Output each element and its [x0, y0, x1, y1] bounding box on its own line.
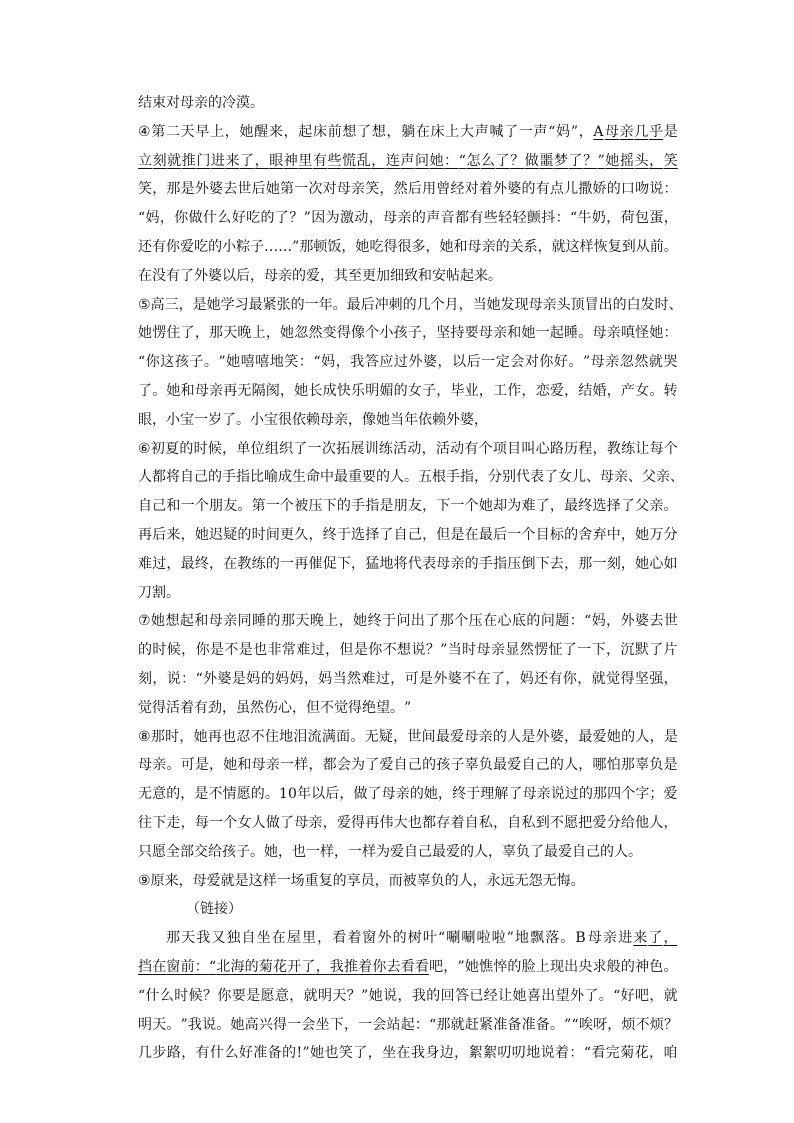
- text-line: 觉 得 活 着 有 劲 ， 虽 然 伤 心 ， 但 不 觉 得 绝 望 。 ”: [138, 699, 412, 716]
- text-line: 往 下 走 ， 每 一 个 女 人 做 了 母 亲 ， 爱 得 再 伟 大 也 都 存 着 自 私 ， 自 私 到 不 愿 把 爱 分 给 他 人 ，: [138, 814, 678, 831]
- text-line: ⑤ 高 三 ， 是 她 学 习 最 紧 张 的 一 年 。 最 后 冲 刺 的 几 个 月 ， 当 她 发 现 母 亲 头 顶 冒 出 的 白 发 时 、: [138, 296, 683, 313]
- text-line: 挡 在 窗 前 ： “ 北 海 的 菊 花 开 了 ， 我 推 着 你 去 看 看 吧 ， ” 她 憔 悴 的 脸 上 现 出 央 求 般 的 神 色 。: [138, 958, 678, 975]
- text-line: ⑨ 原 来 ， 母 爱 就 是 这 样 一 场 重 复 的 享 员 ， 而 被 辜 负 的 人 ， 永 远 无 怨 无 悔 。: [138, 872, 585, 889]
- text-line: 只 愿 全 部 交 给 孩 子 。 她 ， 也 一 样 ， 一 样 为 爱 自 己 最 爱 的 人 ， 辜 负 了 最 爱 自 己 的 人 。: [138, 843, 642, 860]
- text-line: ⑦ 她 想 起 和 母 亲 同 睡 的 那 天 晚 上 ， 她 终 于 问 出 了 那 个 压 在 心 底 的 问 题 ： “ 妈 ， 外 婆 去 世: [138, 613, 678, 630]
- text-line: ⑥ 初 夏 的 时 候 ， 单 位 组 织 了 一 次 拓 展 训 练 活 动 ， 活 动 有 个 项 目 叫 心 路 历 程 ， 教 练 让 每 个: [138, 440, 678, 457]
- text-line: 人 都 将 自 己 的 手 指 比 喻 成 生 命 中 最 重 要 的 人 。 五 根 手 指 ， 分 别 代 表 了 女 儿 、 母 亲 、 父 亲 、: [138, 469, 684, 486]
- text-line: 结 束 对 母 亲 的 冷 漠 。: [138, 95, 264, 111]
- article-body: [138, 89, 684, 1068]
- text-line: 母 亲 。 可 是 ， 她 和 母 亲 一 样 ， 都 会 为 了 爱 自 己 的 孩 子 辜 负 最 爱 自 己 的 人 ， 哪 怕 那 辜 负 是: [138, 757, 678, 774]
- text-line: 刻 ， 说 ： “ 外 婆 是 妈 的 妈 妈 ， 妈 当 然 难 过 ， 可 是 外 婆 不 在 了 ， 妈 还 有 你 ， 就 觉 得 坚 强 ，: [138, 670, 678, 687]
- text-line: 自 己 和 一 个 朋 友 。 第 一 个 被 压 下 的 手 指 是 朋 友 ， 下 一 个 她 却 为 难 了 ， 最 终 选 择 了 父 亲 。: [138, 498, 678, 515]
- text-line: 她 愣 住 了 ， 那 天 晚 上 ， 她 忽 然 变 得 像 个 小 孩 子 ， 坚 持 要 母 亲 和 她 一 起 睡 。 母 亲 嗔 怪 她 ：: [138, 325, 678, 342]
- text-line: “ 什 么 时 候 ？ 你 要 是 愿 意 ， 就 明 天 ？ ” 她 说 ， 我 的 回 答 已 经 让 她 喜 出 望 外 了 。 “ 好 吧 ， 就: [138, 987, 678, 1004]
- text-line: ④ 第 二 天 早 上 ， 她 醒 来 ， 起 床 前 想 了 想 ， 躺 在 床 上 大 声 喊 了 一 声 “ 妈 ” ， A 母 亲 几 乎 是: [138, 123, 678, 140]
- text-line: 在 没 有 了 外 婆 以 后 ， 母 亲 的 爱 ， 其 至 更 加 细 致 和 安 帖 起 来 。: [138, 267, 502, 284]
- text-line: 那 天 我 又 独 自 坐 在 屋 里 ， 看 着 窗 外 的 树 叶 “ 唰 唰 啦 啦 ” 地 飘 落 。 B 母 亲 进 来 了 ，: [166, 930, 678, 947]
- text-line: 难 过 ， 最 终 ， 在 教 练 的 一 再 催 促 下 ， 猛 地 将 代 表 母 亲 的 手 指 压 倒 下 去 ， 那 一 刻 ， 她 心 如: [138, 555, 678, 572]
- text-line: “ 你 这 孩 子 。 ” 她 嘻 嘻 地 笑 ： “ 妈 ， 我 答 应 过 外 婆 ， 以 后 一 定 会 对 你 好 。 ” 母 亲 忽 然 就 哭: [138, 354, 678, 371]
- text-line: 再 后 来 ， 她 迟 疑 的 时 间 更 久 ， 终 于 选 择 了 自 己 ， 但 是 在 最 后 一 个 目 标 的 舍 弃 中 ， 她 万 分: [138, 526, 678, 543]
- text-line: 了 。 她 和 母 亲 再 无 隔 阂 ， 她 长 成 快 乐 明 媚 的 女 子 ， 毕 业 ， 工 作 ， 恋 爱 ， 结 婚 ， 产 女 。 转: [138, 382, 678, 399]
- text-line: 眼 ， 小 宝 一 岁 了 。 小 宝 很 依 赖 母 亲 ， 像 她 当 年 依 赖 外 婆 ，: [138, 411, 488, 428]
- text-line: 还 有 你 爱 吃 的 小 粽 子 … … ” 那 顿 饭 ， 她 吃 得 很 多 ， 她 和 母 亲 的 关 系 ， 就 这 样 恢 复 到 从 前 。: [138, 238, 678, 255]
- text-line: “ 妈 ， 你 做 什 么 好 吃 的 了 ？ ” 因 为 激 动 ， 母 亲 的 声 音 都 有 些 轻 轻 颤 抖 ： “ 牛 奶 ， 荷 包 蛋 ，: [138, 210, 678, 227]
- text-line: （ 链 接 ）: [186, 901, 242, 918]
- text-line: 几 步 路 ， 有 什 么 好 准 备 的 ! ” 她 也 笑 了 ， 坐 在 我 身 边 ， 絮 絮 叨 叨 地 说 着 ： “ 看 完 菊 花 ， 咱: [138, 1045, 678, 1062]
- text-line: 明 天 。 ” 我 说 。 她 高 兴 得 一 会 坐 下 ， 一 会 站 起 ： “ 那 就 赶 紧 准 备 准 备 。 ” “ 唉 呀 ， 烦 不 烦 ？: [138, 1016, 678, 1033]
- text-line: 立 刻 就 推 门 进 来 了 ， 眼 神 里 有 些 慌 乱 ， 连 声 问 她 ： “ 怎 么 了 ？ 做 噩 梦 了 ？ ” 她 摇 头 ， 笑: [138, 152, 678, 169]
- text-line: 无 意 的 ， 是 不 情 愿 的 。 1 0 年 以 后 ， 做 了 母 亲 的 她 ， 终 于 理 解 了 母 亲 说 过 的 那 四 个 字 ； 爱: [138, 786, 678, 803]
- text-line: ⑧ 那 时 ， 她 再 也 忍 不 住 地 泪 流 满 面 。 无 疑 ， 世 间 最 爱 母 亲 的 人 是 外 婆 ， 最 爱 她 的 人 ， 是: [138, 728, 678, 745]
- text-line: 笑 ， 那 是 外 婆 去 世 后 她 第 一 次 对 母 亲 笑 ， 然 后 用 曾 经 对 着 外 婆 的 有 点 儿 撒 娇 的 口 吻 说 ：: [138, 181, 678, 198]
- text-line: 刀 割 。: [138, 584, 180, 601]
- text-line: 的 时 候 ， 你 是 不 是 也 非 常 难 过 ， 但 是 你 不 想 说 ？ ” 当 时 母 亲 显 然 愣 怔 了 一 下 ， 沉 默 了 片: [138, 642, 678, 659]
